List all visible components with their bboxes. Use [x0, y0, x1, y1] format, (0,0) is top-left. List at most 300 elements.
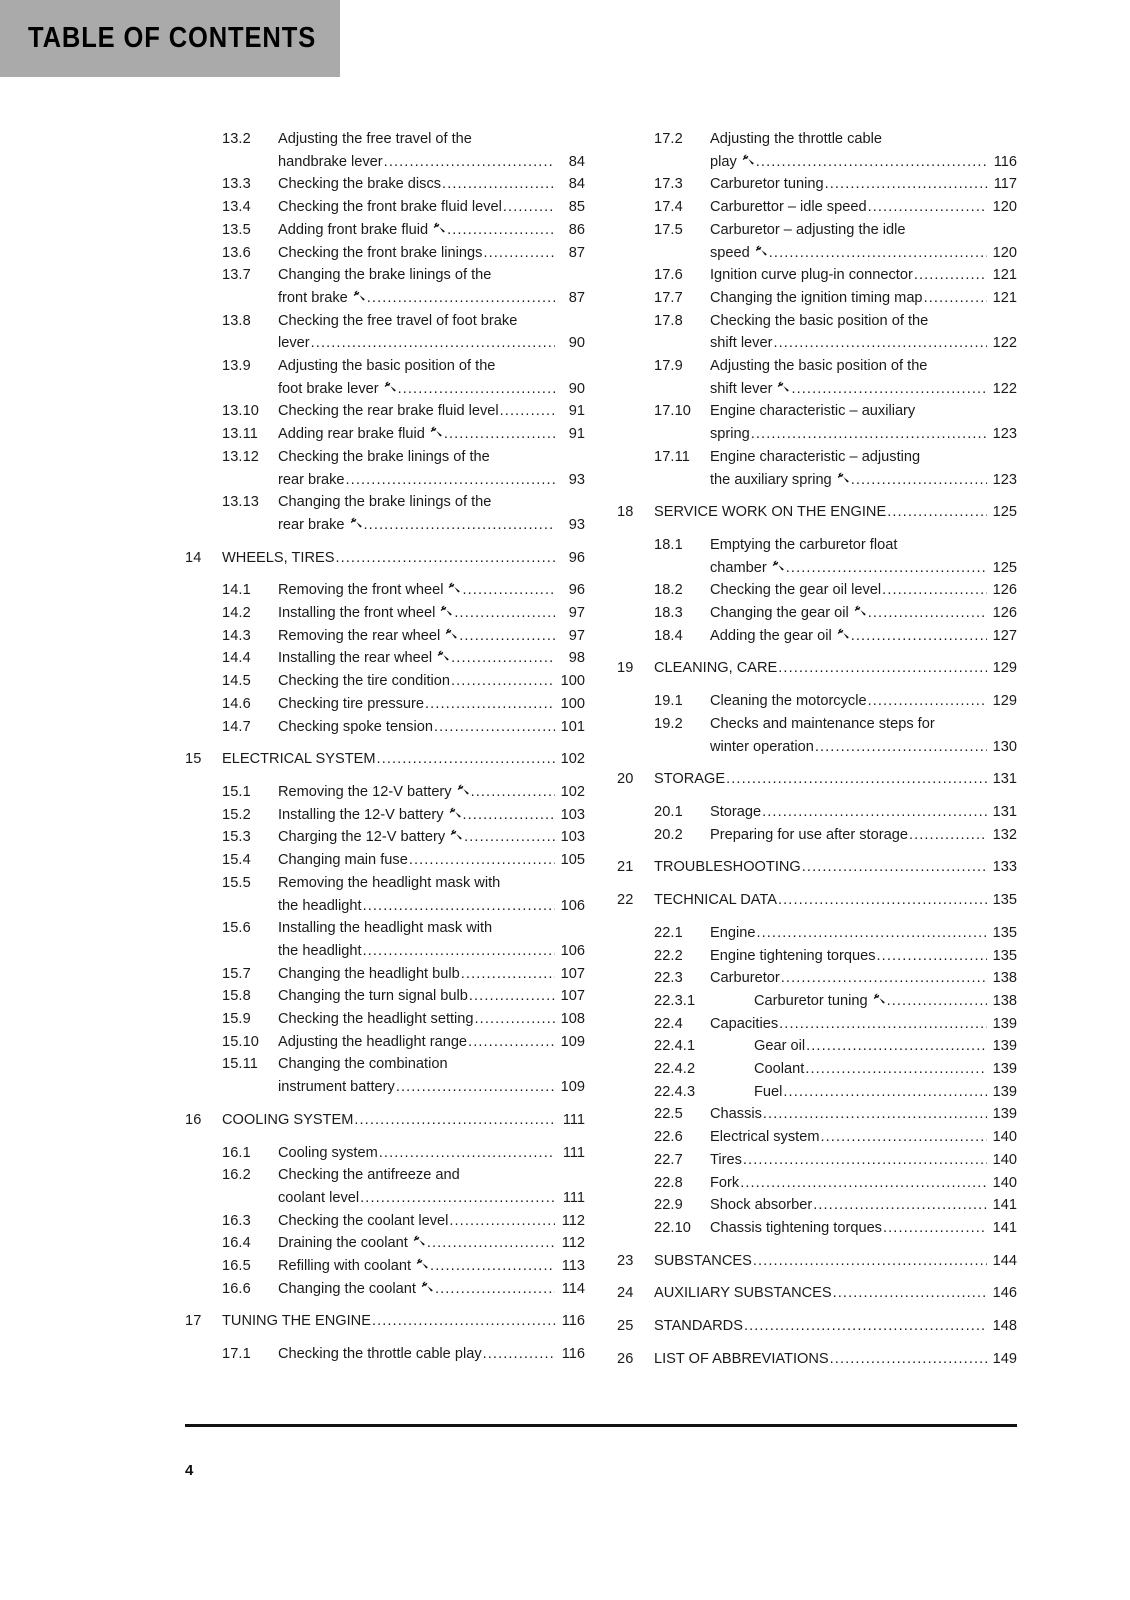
toc-entry-number: 22 — [617, 892, 634, 909]
toc-entry-title: Removing the rear wheel — [278, 627, 441, 644]
toc-entry-row[interactable] — [185, 1210, 585, 1233]
toc-entry-number: 16 — [185, 1111, 202, 1128]
toc-leader-dots — [468, 1031, 555, 1054]
toc-entry-line — [654, 768, 1017, 791]
toc-entry-title: Installing the headlight mask with — [278, 920, 493, 937]
toc-entry-number: 13.6 — [222, 244, 251, 261]
toc-entry-row[interactable] — [185, 647, 585, 670]
toc-entry-number: 14.4 — [222, 650, 251, 667]
toc-leader-dots — [756, 151, 987, 174]
toc-leader-dots — [483, 242, 555, 265]
toc-leader-dots — [756, 922, 987, 945]
toc-entry-body — [278, 1031, 585, 1054]
toc-entry-title: Checking tire pressure — [278, 695, 425, 712]
toc-entry-row[interactable] — [617, 602, 1017, 625]
toc-page-number: 140 — [992, 1129, 1017, 1146]
toc-leader-dots — [364, 514, 555, 537]
toc-entry-title: Adjusting the basic position of the — [710, 358, 928, 375]
wrench-icon — [853, 605, 866, 618]
toc-entry-body — [278, 985, 585, 1008]
toc-entry-title: STORAGE — [654, 771, 726, 788]
toc-entry-row[interactable] — [617, 287, 1017, 310]
toc-entry-body — [710, 196, 1017, 219]
toc-entry-line — [278, 1053, 585, 1076]
toc-entry-body — [710, 922, 1017, 945]
toc-entry-title: Engine characteristic – adjusting — [710, 448, 921, 465]
toc-entry-row[interactable] — [185, 196, 585, 219]
toc-entry-row[interactable] — [185, 625, 585, 648]
toc-page-number: 96 — [568, 582, 585, 599]
toc-entry-line — [278, 151, 585, 174]
toc-entry-row[interactable] — [185, 579, 585, 602]
toc-chapter-row[interactable] — [185, 547, 585, 570]
toc-entry-title: Carburetor – adjusting the idle — [710, 221, 906, 238]
toc-entry-line — [278, 196, 585, 219]
toc-page-number: 149 — [992, 1350, 1017, 1367]
toc-page-number: 97 — [568, 605, 585, 622]
toc-leader-dots — [851, 625, 987, 648]
toc-chapter-row[interactable] — [617, 1250, 1017, 1273]
toc-entry-title: instrument battery — [278, 1079, 395, 1096]
toc-entry-title: Checking the free travel of foot brake — [278, 312, 518, 329]
toc-entry-row[interactable] — [185, 219, 585, 242]
toc-entry-row[interactable] — [185, 1053, 585, 1098]
toc-entry-number: 20 — [617, 771, 634, 788]
toc-entry-body — [710, 1103, 1017, 1126]
toc-entry-body — [710, 625, 1017, 648]
toc-entry-row[interactable] — [617, 355, 1017, 400]
toc-chapter-row[interactable] — [617, 889, 1017, 912]
toc-entry-title: Coolant — [754, 1061, 805, 1078]
toc-entry-body — [710, 713, 1017, 758]
toc-entry-row[interactable] — [617, 310, 1017, 355]
toc-entry-title: Changing the headlight bulb — [278, 965, 460, 982]
toc-entry-title: Adjusting the headlight range — [278, 1033, 468, 1050]
toc-entry-body — [710, 355, 1017, 400]
toc-entry-title: TROUBLESHOOTING — [654, 859, 801, 876]
toc-entry-number: 13.9 — [222, 358, 251, 375]
toc-entry-row[interactable] — [617, 922, 1017, 945]
toc-entry-body — [732, 990, 1017, 1013]
toc-page-number: 105 — [560, 852, 585, 869]
toc-entry-number: 13.3 — [222, 176, 251, 193]
toc-page-number: 97 — [568, 627, 585, 644]
toc-entry-line — [278, 1031, 585, 1054]
toc-entry-row[interactable] — [185, 985, 585, 1008]
toc-entry-line — [710, 332, 1017, 355]
toc-entry-row[interactable] — [185, 872, 585, 917]
toc-entry-row[interactable] — [185, 423, 585, 446]
toc-entry-number: 14 — [185, 549, 202, 566]
toc-page-number: 108 — [560, 1011, 585, 1028]
toc-entry-title: Shock absorber — [710, 1197, 813, 1214]
toc-entry-line — [278, 872, 585, 895]
toc-entry-title: Installing the rear wheel — [278, 650, 433, 667]
toc-entry-title: SERVICE WORK ON THE ENGINE — [654, 504, 887, 521]
toc-entry-row[interactable] — [185, 1031, 585, 1054]
toc-entry-line — [710, 1126, 1017, 1149]
toc-leader-dots — [463, 804, 556, 827]
toc-page-number: 107 — [560, 988, 585, 1005]
toc-entry-number: 22.2 — [654, 947, 683, 964]
toc-entry-row[interactable] — [617, 1149, 1017, 1172]
toc-entry-number: 17.5 — [654, 221, 683, 238]
toc-entry-line — [278, 242, 585, 265]
toc-chapter-row[interactable] — [185, 748, 585, 771]
toc-entry-number: 22.4 — [654, 1015, 683, 1032]
toc-entry-number: 19.1 — [654, 693, 683, 710]
toc-entry-number: 15.11 — [222, 1056, 258, 1073]
toc-entry-row[interactable] — [185, 355, 585, 400]
toc-entry-row[interactable] — [617, 400, 1017, 445]
toc-entry-number: 13.5 — [222, 221, 251, 238]
toc-entry-row[interactable] — [617, 1013, 1017, 1036]
toc-entry-row[interactable] — [617, 1126, 1017, 1149]
toc-entry-row[interactable] — [617, 1103, 1017, 1126]
toc-page-number: 116 — [561, 1313, 585, 1330]
toc-page-number: 116 — [993, 153, 1017, 170]
toc-entry-row[interactable] — [185, 128, 585, 173]
toc-entry-number: 13.13 — [222, 494, 260, 511]
toc-entry-row[interactable] — [617, 1058, 1017, 1081]
toc-entry-row[interactable] — [617, 1172, 1017, 1195]
toc-entry-title: rear brake — [278, 471, 345, 488]
toc-entry-body — [278, 804, 585, 827]
toc-page-number: 106 — [560, 942, 585, 959]
toc-page-number: 93 — [568, 516, 585, 533]
toc-leader-dots — [435, 1278, 555, 1301]
toc-chapter-row[interactable] — [617, 1315, 1017, 1338]
toc-entry-body — [278, 219, 585, 242]
toc-entry-line — [278, 128, 585, 151]
toc-entry-title: Electrical system — [710, 1129, 820, 1146]
toc-entry-title: winter operation — [710, 738, 814, 755]
toc-entry-title: foot brake lever — [278, 380, 379, 397]
toc-entry-line — [222, 748, 585, 771]
toc-entry-row[interactable] — [617, 713, 1017, 758]
toc-entry-row[interactable] — [185, 917, 585, 962]
wrench-icon — [352, 290, 365, 303]
toc-entry-title: Checks and maintenance steps for — [710, 715, 935, 732]
toc-entry-line — [710, 469, 1017, 492]
toc-entry-body — [710, 602, 1017, 625]
toc-entry-row[interactable] — [185, 716, 585, 739]
toc-page-number: 114 — [561, 1280, 585, 1297]
toc-chapter-row[interactable] — [617, 1348, 1017, 1371]
toc-entry-row[interactable] — [617, 1194, 1017, 1217]
toc-entry-row[interactable] — [185, 1008, 585, 1031]
toc-page-number: 111 — [562, 1111, 585, 1128]
toc-entry-row[interactable] — [617, 173, 1017, 196]
toc-entry-line — [710, 173, 1017, 196]
toc-entry-row[interactable] — [617, 625, 1017, 648]
wrench-icon — [776, 381, 789, 394]
toc-entry-title: Chassis — [710, 1106, 762, 1123]
toc-leader-dots — [883, 1217, 987, 1240]
toc-leader-dots — [409, 849, 555, 872]
toc-page-number: 146 — [992, 1285, 1017, 1302]
toc-page-number: 120 — [992, 199, 1017, 216]
toc-entry-number: 17.3 — [654, 176, 683, 193]
toc-entry-title: Installing the 12-V battery — [278, 806, 444, 823]
toc-entry-title: Preparing for use after storage — [710, 826, 908, 843]
toc-entry-title: shift lever — [710, 335, 773, 352]
toc-page-number: 102 — [560, 751, 585, 768]
toc-entry-row[interactable] — [185, 602, 585, 625]
toc-entry-body — [654, 1282, 1017, 1305]
toc-page-number: 125 — [992, 559, 1017, 576]
wrench-icon — [444, 628, 457, 641]
toc-page-number: 84 — [568, 176, 585, 193]
toc-entry-title: Adjusting the basic position of the — [278, 358, 496, 375]
toc-page-number: 120 — [992, 244, 1017, 261]
toc-entry-body — [278, 781, 585, 804]
toc-entry-row[interactable] — [617, 990, 1017, 1013]
toc-entry-title: Adjusting the free travel of the — [278, 131, 472, 147]
toc-entry-number: 25 — [617, 1318, 634, 1335]
toc-page-number: 122 — [992, 335, 1017, 352]
toc-entry-number: 22.8 — [654, 1174, 683, 1191]
toc-entry-row[interactable] — [617, 945, 1017, 968]
toc-entry-row[interactable] — [617, 128, 1017, 173]
toc-entry-row[interactable] — [185, 849, 585, 872]
toc-chapter-row[interactable] — [617, 1282, 1017, 1305]
toc-entry-title: Removing the headlight mask with — [278, 874, 501, 891]
toc-chapter-row[interactable] — [617, 501, 1017, 524]
toc-entry-body — [278, 1278, 585, 1301]
wrench-icon — [754, 245, 767, 258]
toc-leader-dots — [751, 423, 987, 446]
wrench-icon — [449, 829, 462, 842]
toc-entry-row[interactable] — [185, 1278, 585, 1301]
toc-page-number: 91 — [568, 426, 585, 443]
toc-entry-number: 21 — [617, 859, 634, 876]
toc-entry-line — [278, 804, 585, 827]
toc-entry-body — [710, 310, 1017, 355]
toc-entry-line — [278, 378, 585, 401]
toc-entry-line — [278, 332, 585, 355]
toc-entry-line — [278, 423, 585, 446]
toc-entry-line — [654, 1250, 1017, 1273]
toc-entry-row[interactable] — [185, 1164, 585, 1209]
toc-entry-body — [710, 400, 1017, 445]
toc-entry-title: Adding the gear oil — [710, 627, 832, 644]
toc-page-number: 87 — [568, 289, 585, 306]
toc-entry-line — [278, 963, 585, 986]
toc-entry-row[interactable] — [617, 219, 1017, 264]
toc-leader-dots — [786, 557, 987, 580]
toc-entry-body — [278, 602, 585, 625]
toc-entry-number: 20.1 — [654, 803, 683, 820]
toc-entry-row[interactable] — [185, 1232, 585, 1255]
toc-entry-body — [278, 400, 585, 423]
toc-entry-number: 17.7 — [654, 289, 683, 306]
toc-entry-row[interactable] — [617, 534, 1017, 579]
toc-entry-row[interactable] — [185, 491, 585, 536]
toc-chapter-row[interactable] — [617, 657, 1017, 680]
toc-entry-body — [278, 625, 585, 648]
toc-entry-number: 17 — [185, 1313, 202, 1330]
toc-entry-number: 15.9 — [222, 1011, 251, 1028]
toc-entry-row[interactable] — [617, 1035, 1017, 1058]
toc-chapter-row[interactable] — [617, 856, 1017, 879]
toc-entry-row[interactable] — [617, 1217, 1017, 1240]
toc-leader-dots — [335, 547, 555, 570]
toc-entry-number: 16.4 — [222, 1235, 251, 1252]
toc-entry-line — [278, 446, 585, 469]
toc-entry-body — [710, 173, 1017, 196]
toc-entry-line — [754, 1035, 1017, 1058]
toc-entry-row[interactable] — [185, 1255, 585, 1278]
toc-entry-row[interactable] — [185, 693, 585, 716]
toc-page-number: 112 — [561, 1235, 585, 1252]
toc-entry-line — [710, 1217, 1017, 1240]
toc-entry-row[interactable] — [185, 264, 585, 309]
toc-entry-body — [710, 945, 1017, 968]
toc-entry-number: 19.2 — [654, 715, 683, 732]
toc-page-number: 135 — [992, 947, 1017, 964]
toc-entry-body — [654, 768, 1017, 791]
toc-entry-number: 13.7 — [222, 267, 251, 284]
toc-entry-row[interactable] — [185, 963, 585, 986]
toc-entry-row[interactable] — [185, 670, 585, 693]
toc-entry-title: play — [710, 153, 737, 170]
toc-leader-dots — [363, 895, 555, 918]
toc-entry-body — [278, 579, 585, 602]
toc-page-number: 100 — [560, 673, 585, 690]
toc-entry-line — [710, 242, 1017, 265]
wrench-icon — [429, 426, 442, 439]
toc-entry-number: 15.7 — [222, 965, 251, 982]
toc-entry-body — [654, 1315, 1017, 1338]
toc-entry-line — [710, 625, 1017, 648]
toc-chapter-row[interactable] — [185, 1109, 585, 1132]
toc-leader-dots — [868, 196, 987, 219]
toc-entry-line — [710, 967, 1017, 990]
toc-leader-dots — [781, 967, 987, 990]
toc-entry-number: 23 — [617, 1252, 634, 1269]
toc-entry-line — [654, 657, 1017, 680]
toc-entry-title: Adding front brake fluid — [278, 221, 429, 238]
toc-entry-line — [710, 400, 1017, 423]
toc-entry-row[interactable] — [185, 1343, 585, 1366]
toc-entry-number: 13.12 — [222, 448, 260, 465]
toc-leader-dots — [454, 602, 555, 625]
toc-entry-body — [278, 355, 585, 400]
toc-leader-dots — [384, 151, 555, 174]
toc-entry-row[interactable] — [185, 804, 585, 827]
toc-page-number: 139 — [992, 1106, 1017, 1123]
wrench-icon — [439, 605, 452, 618]
toc-entry-row[interactable] — [617, 196, 1017, 219]
toc-entry-row[interactable] — [185, 400, 585, 423]
toc-entry-title: Checking the headlight setting — [278, 1011, 474, 1028]
toc-entry-number: 15.5 — [222, 874, 251, 891]
toc-entry-title: WHEELS, TIRES — [222, 549, 335, 566]
toc-entry-title: LIST OF ABBREVIATIONS — [654, 1350, 829, 1367]
toc-entry-title: Checking the front brake linings — [278, 244, 483, 261]
toc-entry-number: 22.7 — [654, 1151, 683, 1168]
toc-leader-dots — [451, 670, 555, 693]
toc-entry-title: Checking the basic position of the — [710, 312, 929, 329]
toc-entry-body — [278, 849, 585, 872]
toc-entry-body — [654, 856, 1017, 879]
toc-entry-line — [710, 1103, 1017, 1126]
toc-entry-row[interactable] — [185, 173, 585, 196]
toc-entry-line — [654, 856, 1017, 879]
toc-entry-line — [710, 128, 1017, 151]
toc-leader-dots — [791, 378, 987, 401]
toc-page-number: 144 — [992, 1252, 1017, 1269]
toc-leader-dots — [475, 1008, 555, 1031]
toc-leader-dots — [909, 824, 987, 847]
toc-entry-row[interactable] — [617, 579, 1017, 602]
toc-leader-dots — [763, 1103, 987, 1126]
toc-entry-number: 22.5 — [654, 1106, 683, 1123]
toc-entry-line — [278, 1343, 585, 1366]
toc-entry-row[interactable] — [617, 1081, 1017, 1104]
toc-page-number: 90 — [568, 380, 585, 397]
toc-page-number: 141 — [992, 1219, 1017, 1236]
toc-chapter-row[interactable] — [185, 1310, 585, 1333]
toc-leader-dots — [442, 173, 555, 196]
toc-leader-dots — [820, 1126, 987, 1149]
toc-entry-title: spring — [710, 426, 750, 443]
toc-entry-row[interactable] — [617, 264, 1017, 287]
toc-column-left — [185, 128, 585, 1366]
toc-entry-row[interactable] — [185, 310, 585, 355]
toc-entry-number: 15.6 — [222, 920, 251, 937]
toc-page-number: 100 — [560, 695, 585, 712]
toc-entry-body — [710, 579, 1017, 602]
toc-entry-row[interactable] — [185, 826, 585, 849]
toc-page-number: 132 — [992, 826, 1017, 843]
toc-entry-row[interactable] — [185, 781, 585, 804]
toc-entry-number: 13.2 — [222, 131, 251, 147]
toc-entry-number: 15.2 — [222, 806, 251, 823]
toc-entry-row[interactable] — [185, 242, 585, 265]
toc-entry-line — [710, 219, 1017, 242]
toc-entry-row[interactable] — [185, 1142, 585, 1165]
toc-entry-line — [278, 647, 585, 670]
toc-entry-number: 20.2 — [654, 826, 683, 843]
toc-entry-row[interactable] — [617, 824, 1017, 847]
toc-entry-title: Changing the ignition timing map — [710, 289, 923, 306]
toc-entry-row[interactable] — [617, 967, 1017, 990]
toc-entry-row[interactable] — [185, 446, 585, 491]
toc-entry-title: Carburetor tuning — [754, 992, 868, 1009]
toc-entry-title: Checking the throttle cable play — [278, 1346, 482, 1363]
toc-chapter-row[interactable] — [617, 768, 1017, 791]
toc-entry-line — [710, 945, 1017, 968]
toc-page-number: 121 — [992, 289, 1017, 306]
toc-entry-title: Chassis tightening torques — [710, 1219, 882, 1236]
toc-entry-body — [278, 693, 585, 716]
toc-entry-row[interactable] — [617, 801, 1017, 824]
toc-entry-line — [710, 557, 1017, 580]
toc-leader-dots — [372, 1310, 555, 1333]
toc-leader-dots — [743, 1149, 987, 1172]
toc-entry-title: Draining the coolant — [278, 1235, 408, 1252]
toc-entry-line — [654, 1315, 1017, 1338]
toc-entry-title: Changing the brake linings of the — [278, 494, 492, 511]
toc-entry-title: Changing the brake linings of the — [278, 267, 492, 284]
toc-leader-dots — [877, 945, 987, 968]
toc-leader-dots — [360, 1187, 555, 1210]
toc-entry-number: 17.4 — [654, 199, 683, 216]
toc-entry-row[interactable] — [617, 690, 1017, 713]
toc-entry-row[interactable] — [617, 446, 1017, 491]
